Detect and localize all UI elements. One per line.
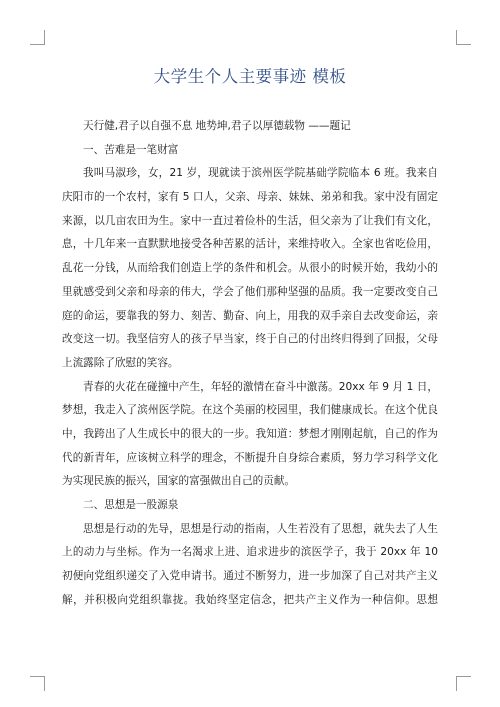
- crop-mark-bottom-right: [456, 676, 471, 691]
- paragraph-line: 代的新青年，应该树立科学的理念，不断提升自身综合素质，努力学习科学文化: [62, 451, 438, 464]
- paragraph-line: 改变这一切。我坚信穷人的孩子早当家，终于自己的付出终归得到了回报，父母: [62, 333, 438, 346]
- crop-mark-top-left: [30, 30, 45, 45]
- paragraph-line: 解，并积极向党组织靠拢。我始终坚定信念，把共产主义作为一种信仰。思想: [62, 593, 438, 606]
- document-title: 大学生个人主要事迹 模板: [153, 67, 347, 86]
- section-heading: 一、苦难是一笔财富: [83, 143, 179, 156]
- paragraph-line: 青春的火花在碰撞中产生，年轻的激情在奋斗中激荡。20xx 年 9 月 1 日，: [83, 380, 438, 393]
- crop-mark-top-right: [456, 30, 471, 45]
- paragraph-line: 初便向党组织递交了入党申请书。通过不断努力，进一步加深了自己对共产主义: [62, 570, 438, 583]
- section-heading: 二、思想是一股源泉: [83, 499, 179, 511]
- paragraph-line: 息，十几年来一直默默地接受各种苦累的活计，来维持收入。全家也省吃俭用，: [62, 238, 438, 251]
- paragraph-line: 梦想，我走入了滨州医学院。在这个美丽的校园里，我们健康成长。在这个优良: [62, 404, 438, 417]
- paragraph-line: 我叫马淑珍，女，21 岁，现就读于滨州医学院基础学院临本 6 班。我来自: [83, 167, 438, 180]
- paragraph-line: 庭的命运，要靠我的努力、刻苦、勤奋、向上，用我的双手亲自去改变命运，亲: [62, 309, 438, 322]
- crop-mark-bottom-left: [30, 676, 45, 691]
- paragraph-line: 来源，以几亩农田为生。家中一直过着俭朴的生活，但父亲为了让我们有文化，: [62, 214, 438, 227]
- paragraph-line: 思想是行动的先导，思想是行动的指南，人生若没有了思想，就失去了人生: [83, 522, 438, 535]
- paragraph-line: 中，我跨出了人生成长中的很大的一步。我知道：梦想才刚刚起航，自己的作为: [62, 427, 438, 440]
- document-body: [62, 115, 438, 612]
- paragraph-line: 为实现民族的振兴，国家的富强做出自己的贡献。: [62, 475, 296, 488]
- epigraph-line: 天行健,君子以自强不息 地势坤,君子以厚德载物 ——题记: [83, 120, 351, 132]
- paragraph-line: 里就感受到父亲和母亲的伟大，学会了他们那种坚强的品质。我一定要改变自己: [62, 285, 438, 298]
- paragraph-line: 上流露除了欣慰的笑容。: [62, 356, 179, 369]
- paragraph-line: 乱花一分钱，从而给我们创造上学的条件和机会。从很小的时候开始，我幼小的: [62, 262, 438, 275]
- paragraph-line: 上的动力与坐标。作为一名渴求上进、追求进步的滨医学子，我于 20xx 年 10: [62, 546, 438, 559]
- paragraph-line: 庆阳市的一个农村，家有 5 口人，父亲、母亲、妹妹、弟弟和我。家中没有固定: [62, 191, 438, 204]
